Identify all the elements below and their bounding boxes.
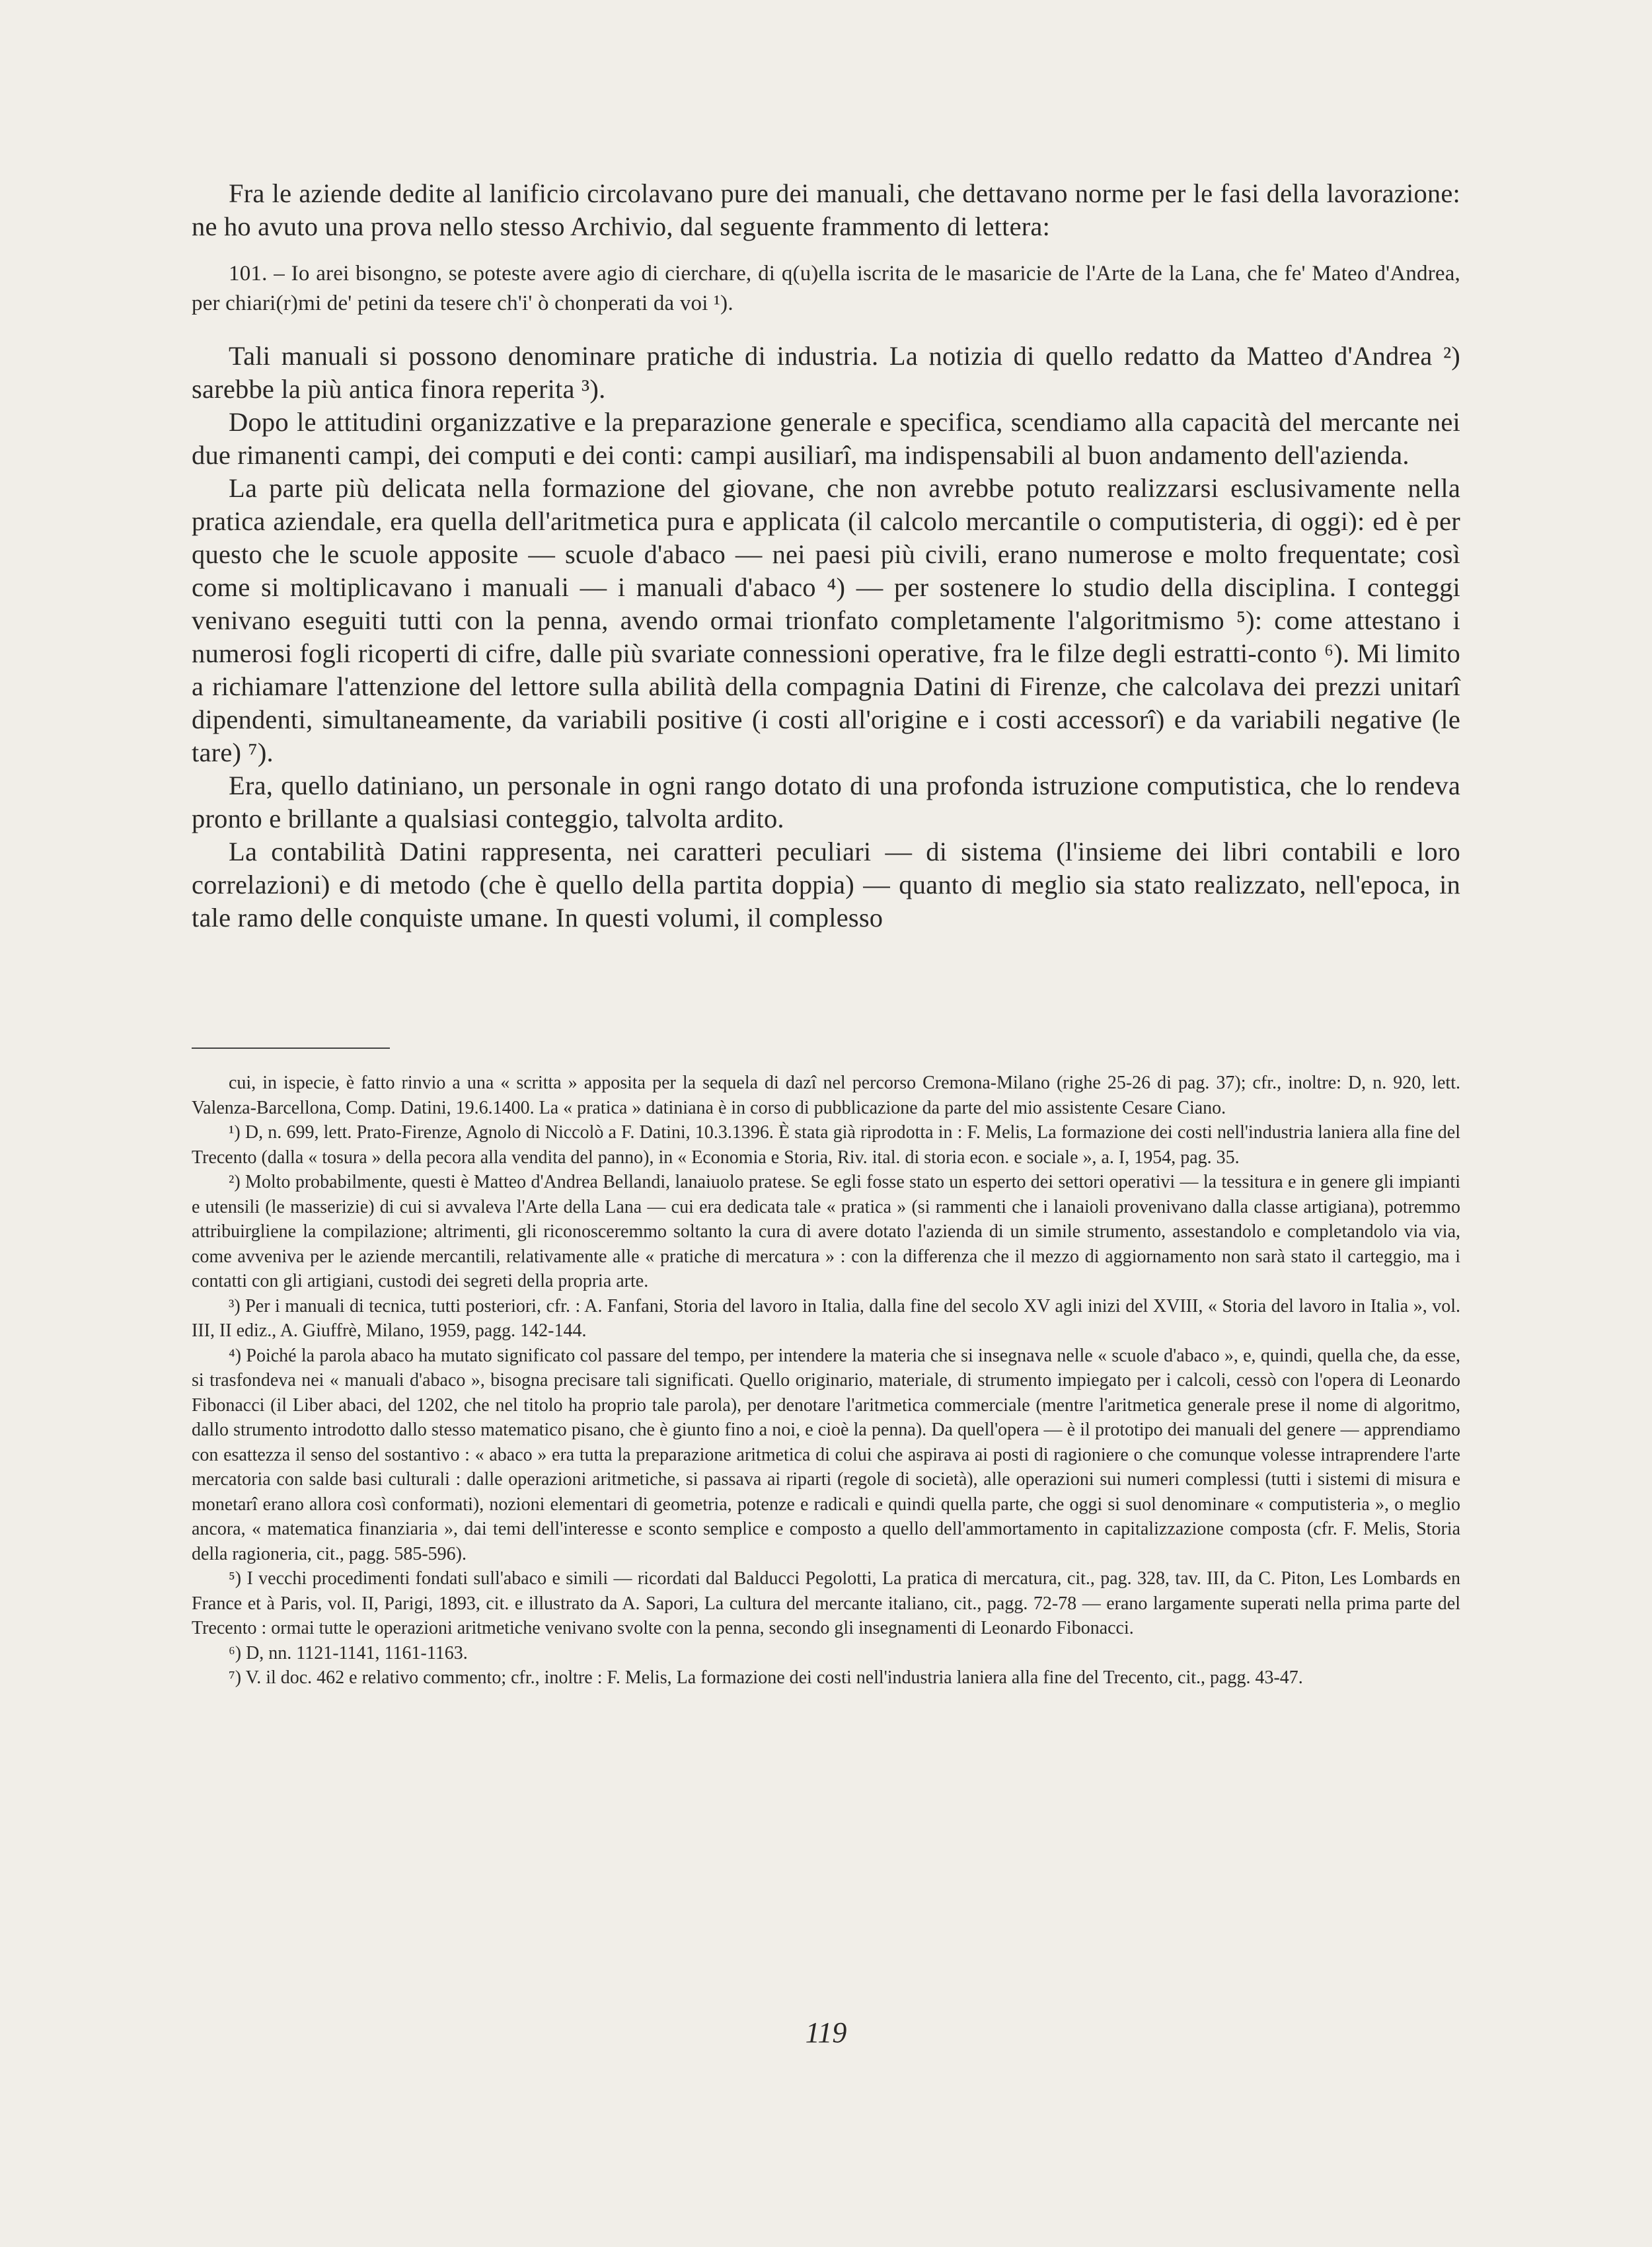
footnote-1: ¹) D, n. 699, lett. Prato-Firenze, Agnolo di Niccolò a F. Datini, 10.3.1396. È stata già riprodotta in : F. Melis, La formazione dei costi nell'industria laniera alla fine del Trecento (dalla « tosura » della pecora alla vendita del panno), in « Economia e Storia, Riv. ital. di storia econ. e sociale », a. I, 1954, pag. 35. (192, 1122, 1460, 1168)
footnote-5: ⁵) I vecchi procedimenti fondati sull'abaco e simili — ricordati dal Balducci Pegolotti, La pratica di mercatura, cit., pag. 328, tav. III, da C. Piton, Les Lombards en France et à Paris, vol. II, Parigi, 1893, cit. e illustrato da A. Sapori, La cultura del mercante italiano, cit., pagg. 72-78 — erano largamente superati nella prima parte del Trecento : ormai tutte le operazioni aritmetiche venivano svolte con la penna, secondo gli insegnamenti di Leonardo Fibonacci. (192, 1568, 1460, 1638)
footnote-2: ²) Molto probabilmente, questi è Matteo d'Andrea Bellandi, lanaiuolo pratese. Se egli fosse stato un esperto dei settori operativi — la tessitura e in genere gli impianti e utensili (le masserizie) di cui si avvaleva l'Arte della Lana — cui era dedicata tale « pratica » (si rammenti che i lanaioli provenivano dalla classe artigiana), potremmo attribuirgliene la compilazione; altrimenti, gli riconosceremmo soltanto la cura di avere dotato l'azienda di un simile strumento, assestandolo e completandolo via via, come avveniva per le aziende mercantili, relativamente alle « pratiche di mercatura » : con la differenza che il mezzo di aggiornamento non sarà stato il carteggio, ma i contatti con gli artigiani, custodi dei segreti della propria arte. (192, 1172, 1460, 1291)
paragraph-2: Tali manuali si possono denominare pratiche di industria. La notizia di quello redatto da Matteo d'Andrea ²) sarebbe la più antica finora reperita ³). (192, 341, 1460, 404)
footnotes (192, 1071, 1460, 1691)
footnote-4: ⁴) Poiché la parola abaco ha mutato significato col passare del tempo, per intendere la materia che si insegnava nelle « scuole d'abaco », e, quindi, quella che, da esse, si trasfondeva nei « manuali d'abaco », bisogna precisare tali significati. Quello originario, materiale, di strumento impiegato per i calcoli, cessò con l'opera di Leonardo Fibonacci (il Liber abaci, del 1202, che nel titolo ha proprio tale parola), per denotare l'aritmetica commerciale (mentre l'aritmetica generale prese il nome di algoritmo, dallo strumento introdotto dallo stesso matematico pisano, che è giunto fino a noi, e cioè la penna). Da quell'opera — è il prototipo dei manuali del genere — apprendiamo con esattezza il senso del sostantivo : « abaco » era tutta la preparazione aritmetica di colui che aspirava ai posti di ragioniere o che comunque volesse intraprendere l'arte mercatoria con salde basi culturali : dalle operazioni aritmetiche, si passava ai riparti (regole di società), alle operazioni sui numeri complessi (tutti i sistemi di misura e monetarî erano allora così conformati), nozioni elementari di geometria, potenze e radicali e quindi quella parte, che oggi si suol denominare « computisteria », o meglio ancora, « matematica finanziaria », dai temi dell'interesse e sconto semplice e composto a quello dell'ammortamento in capitalizzazione composta (cfr. F. Melis, Storia della ragioneria, cit., pagg. 585-596). (192, 1345, 1460, 1564)
paragraph-5: Era, quello datiniano, un personale in ogni rango dotato di una profonda istruzione computistica, che lo rendeva pronto e brillante a qualsiasi conteggio, talvolta ardito. (192, 771, 1460, 833)
paragraph-6: La contabilità Datini rappresenta, nei caratteri peculiari — di sistema (l'insieme dei libri contabili e loro correlazioni) e di metodo (che è quello della partita doppia) — quanto di meglio sia stato realizzato, nell'epoca, in tale ramo delle conquiste umane. In questi volumi, il complesso (192, 837, 1460, 933)
footnote-7: ⁷) V. il doc. 462 e relativo commento; cfr., inoltre : F. Melis, La formazione dei costi nell'industria laniera alla fine del Trecento, cit., pagg. 43-47. (229, 1667, 1303, 1688)
page-number: 119 (805, 2016, 847, 2049)
paragraph-4: La parte più delicata nella formazione del giovane, che non avrebbe potuto realizzarsi esclusivamente nella pratica aziendale, era quella dell'aritmetica pura e applicata (il calcolo mercantile o computisteria, di oggi): ed è per questo che le scuole apposite — scuole d'abaco — nei paesi più civili, erano numerose e molto frequentate; così come si moltiplicavano i manuali — i manuali d'abaco ⁴) — per sostenere lo studio della disciplina. I conteggi venivano eseguiti tutti con la penna, avendo ormai trionfato completamente l'algoritmismo ⁵): come attestano i numerosi fogli ricoperti di cifre, dalle più svariate connessioni operative, fra le filze degli estratti-conto ⁶). Mi limito a richiamare l'attenzione del lettore sulla abilità della compagnia Datini di Firenze, che calcolava dei prezzi unitarî dipendenti, simultaneamente, da variabili positive (i costi all'origine e i costi accessorî) e da variabili negative (le tare) ⁷). (192, 473, 1460, 767)
footnote-6: ⁶) D, nn. 1121-1141, 1161-1163. (229, 1642, 468, 1663)
paragraph-3: Dopo le attitudini organizzative e la preparazione generale e specifica, scendiamo alla capacità del mercante nei due rimanenti campi, dei computi e dei conti: campi ausiliarî, ma indispensabili al buon andamento dell'azienda. (192, 407, 1460, 470)
letter-quote: 101. – Io arei bisongno, se poteste avere agio di cierchare, di q(u)ella iscrita de le masaricie de l'Arte de la Lana, che fe' Mateo d'Andrea, per chiari(r)mi de' petini da tesere ch'i' ò chonperati da voi ¹). (192, 262, 1460, 315)
footnote-continuation: cui, in ispecie, è fatto rinvio a una « scritta » apposita per la sequela di dazî nel percorso Cremona-Milano (righe 25-26 di pag. 37); cfr., inoltre: D, n. 920, lett. Valenza-Barcellona, Comp. Datini, 19.6.1400. La « pratica » datiniana è in corso di pubblicazione da parte del mio assistente Cesare Ciano. (192, 1073, 1460, 1118)
main-text (192, 177, 1460, 934)
footnote-divider (192, 1047, 390, 1049)
paragraph-1: Fra le aziende dedite al lanificio circolavano pure dei manuali, che dettavano norme per le fasi della lavorazione: ne ho avuto una prova nello stesso Archivio, dal seguente frammento di lettera: (192, 178, 1460, 241)
footnote-3: ³) Per i manuali di tecnica, tutti posteriori, cfr. : A. Fanfani, Storia del lavoro in Italia, dalla fine del secolo XV agli inizi del XVIII, « Storia del lavoro in Italia », vol. III, II ediz., A. Giuffrè, Milano, 1959, pagg. 142-144. (192, 1295, 1460, 1341)
